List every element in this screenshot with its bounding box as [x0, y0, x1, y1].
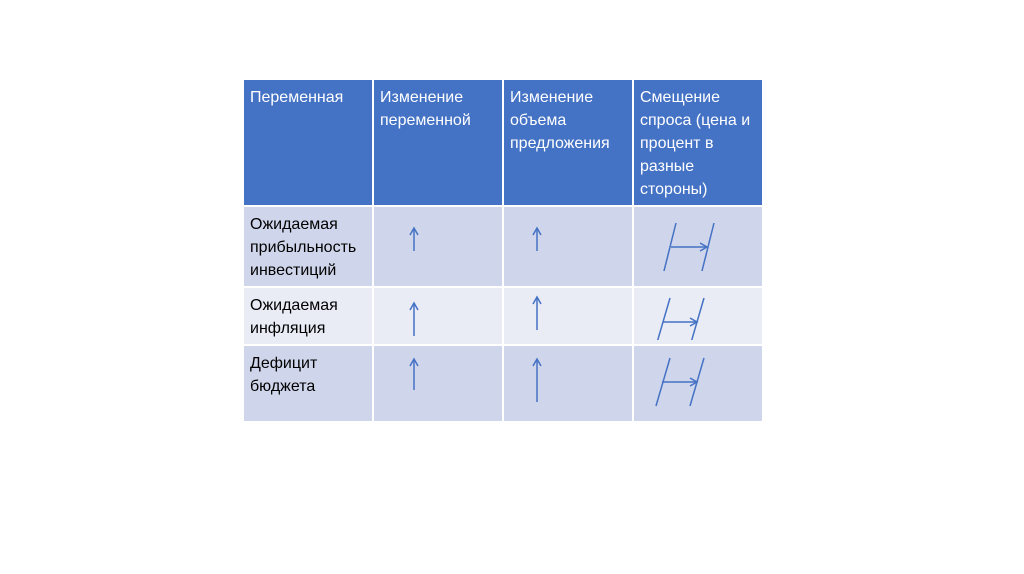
- table-row: [243, 287, 763, 345]
- table-header-row: [243, 79, 763, 206]
- demand-shift-right-icon: [634, 207, 762, 282]
- variable-change-cell: [373, 287, 503, 345]
- demand-shift-right-icon: [634, 346, 762, 421]
- factors-table: [242, 78, 764, 423]
- supply-change-cell: [503, 206, 633, 287]
- table-row: [243, 206, 763, 287]
- header-supply-change: Изменение объема предложения: [503, 79, 633, 206]
- variable-change-cell: [373, 345, 503, 422]
- row-variable-label: Дефицит бюджета: [243, 345, 373, 422]
- row-variable-label: Ожидаемая инфляция: [243, 287, 373, 345]
- up-arrow-icon: [504, 207, 632, 282]
- header-variable-change: Изменение переменной: [373, 79, 503, 206]
- variable-change-cell: [373, 206, 503, 287]
- header-variable: Переменная: [243, 79, 373, 206]
- supply-change-cell: [503, 345, 633, 422]
- demand-shift-right-icon: [634, 288, 762, 340]
- up-arrow-icon: [504, 346, 632, 421]
- table-row: [243, 345, 763, 422]
- supply-change-cell: [503, 287, 633, 345]
- row-variable-label: Ожидаемая прибыльность инвестиций: [243, 206, 373, 287]
- demand-shift-cell: [633, 287, 763, 345]
- header-demand-shift: Смещение спроса (цена и процент в разные стороны): [633, 79, 763, 206]
- up-arrow-icon: [374, 346, 502, 421]
- demand-shift-cell: [633, 206, 763, 287]
- demand-shift-cell: [633, 345, 763, 422]
- up-arrow-icon: [374, 288, 502, 340]
- up-arrow-icon: [374, 207, 502, 282]
- up-arrow-icon: [504, 288, 632, 340]
